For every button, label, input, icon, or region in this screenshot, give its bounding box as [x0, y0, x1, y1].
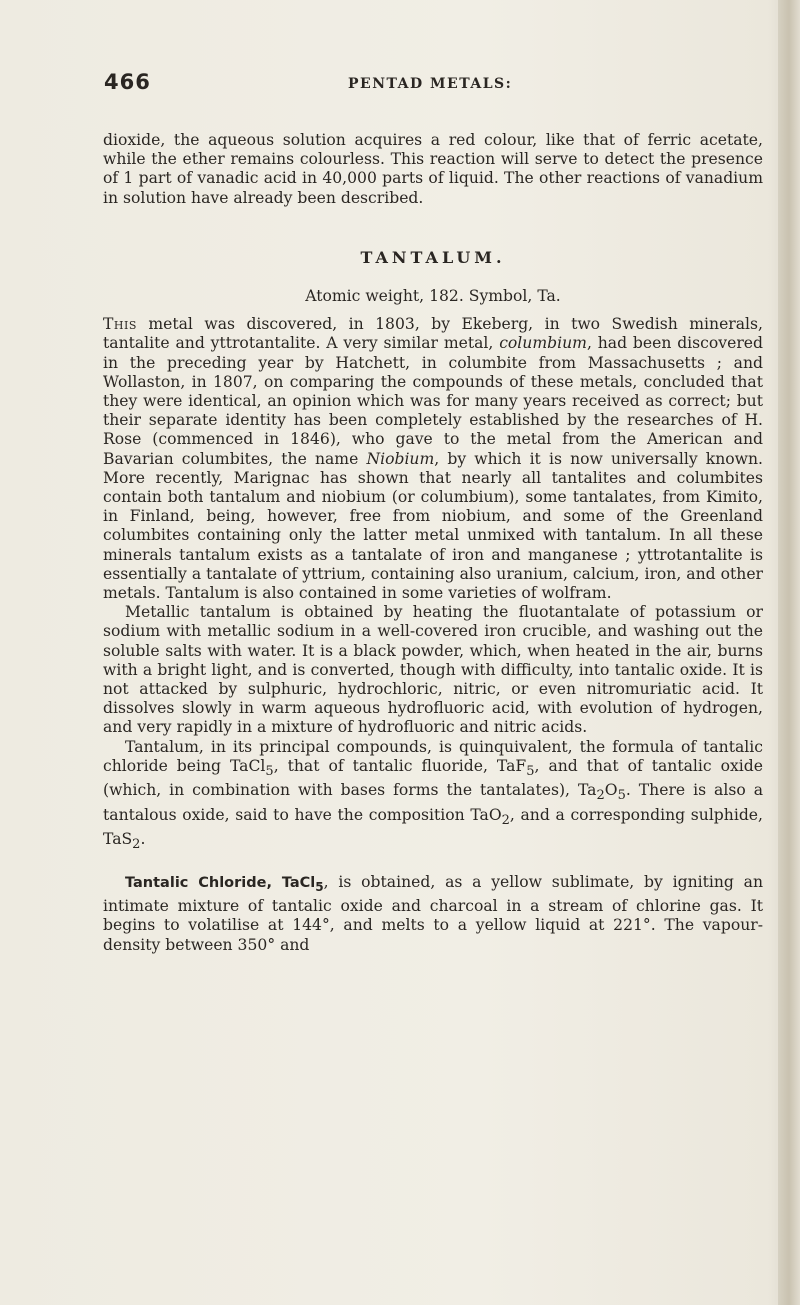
- text-run: .: [140, 829, 146, 848]
- intro-paragraph: dioxide, the aqueous solution acquires a red colour, like that of ferric acetate, while the ether remains colourless. This reaction will serve to detect the presence of 1 part of vanadic acid in 40,000 parts of liquid. The other reactions of vanadium in solution have already been described.: [103, 131, 763, 207]
- text-run: , by which it is now universally known. More recently, Marignac has shown that nearly all tantalites and columbites contain both tantalum and niobium (or columbium), some tantalates, from Kimito, in Finland, being, however, free from niobium, and some of the Greenland columbites containing only the latter metal unmixed with tantalum. In all these minerals tantalum exists as a tantalate of iron and manganese ; yttrotantalite is essentially a tantalate of yttrium, containing also uranium, calcium, iron, and other metals. Tantalum is also contained in some varieties of wolfram.: [103, 449, 763, 603]
- text-run: , and that of tantalic oxide (which, in combination with bases forms the tantalates), Ta: [103, 756, 763, 800]
- italic-term-niobium: Niobium: [366, 449, 435, 468]
- subscript: 5: [265, 764, 274, 779]
- paragraph-lead-word: This: [103, 315, 137, 334]
- page-binding-edge: [778, 0, 800, 1305]
- text-run: , had been discovered in the preceding year by Hatchett, in columbite from Massachusetts ; and Wollaston, in 1807, on comparing the compounds of these metals, concluded that they were identical, an opinion which was for many years received as correct; but their separate identity has been completely established by the researches of H. Rose (commenced in 1846), who gave to the metal from the American and Bavarian columbites, the name: [103, 334, 763, 468]
- subscript: 2: [132, 836, 141, 852]
- text-run: , that of tantalic fluoride, TaF: [273, 756, 527, 775]
- text-run: metal was discovered, in 1803, by Ekeberg, in two Swedish minerals, tantalite and yttrotantalite. A very similar metal,: [103, 315, 763, 353]
- paragraph-tantalic-chloride: [103, 873, 763, 955]
- subscript: 2: [596, 788, 605, 804]
- paragraph-metallic-tantalum: Metallic tantalum is obtained by heating the fluotantalate of potassium or sodium with metallic sodium in a well-covered iron crucible, and washing out the soluble salts with water. It is a black powder, which, when heated in the air, burns with a bright light, and is converted, though with difficulty, into tantalic oxide. It is not attacked by sulphuric, hydrochloric, nitric, or even nitromuriatic acid. It dissolves slowly in warm aqueous hydrofluoric acid, with evolution of hydrogen, and very rapidly in a mixture of hydrofluoric and nitric acids.: [103, 603, 763, 737]
- text-run: , is obtained, as a yellow sublimate, by igniting an intimate mixture of tantalic oxide and charcoal in a stream of chlorine gas. It begins to volatilise at 144°, and melts to a yellow liquid at 221°. The vapour-density between 350° and: [103, 873, 763, 954]
- subscript: 5: [617, 788, 626, 804]
- subscript: 2: [501, 812, 510, 828]
- text-run: . There is also a tantalous oxide, said to have the composition TaO: [103, 781, 764, 824]
- text-run: Tantalum, in its principal compounds, is quinquivalent, the formula of tantalic chloride being TaCl: [103, 737, 763, 775]
- text-run: O: [604, 781, 618, 800]
- text-run: Tantalic Chloride, TaCl: [125, 875, 316, 892]
- italic-term-columbium: columbium: [499, 334, 587, 353]
- body-text: [103, 131, 763, 955]
- text-run: , and a corresponding sulphide, TaS: [103, 805, 763, 848]
- paragraph-discovery: [103, 315, 763, 603]
- subscript: 5: [315, 880, 324, 895]
- subscript: 5: [526, 764, 535, 779]
- page-header: [100, 70, 770, 100]
- paragraph-compounds: [103, 738, 763, 854]
- bold-term-tantalic-chloride: [125, 875, 324, 895]
- section-title: TANTALUM.: [360, 247, 506, 267]
- atomic-weight-line: Atomic weight, 182. Symbol, Ta.: [305, 287, 561, 306]
- running-head: PENTAD METALS:: [348, 76, 513, 92]
- page-number: 466: [104, 70, 151, 94]
